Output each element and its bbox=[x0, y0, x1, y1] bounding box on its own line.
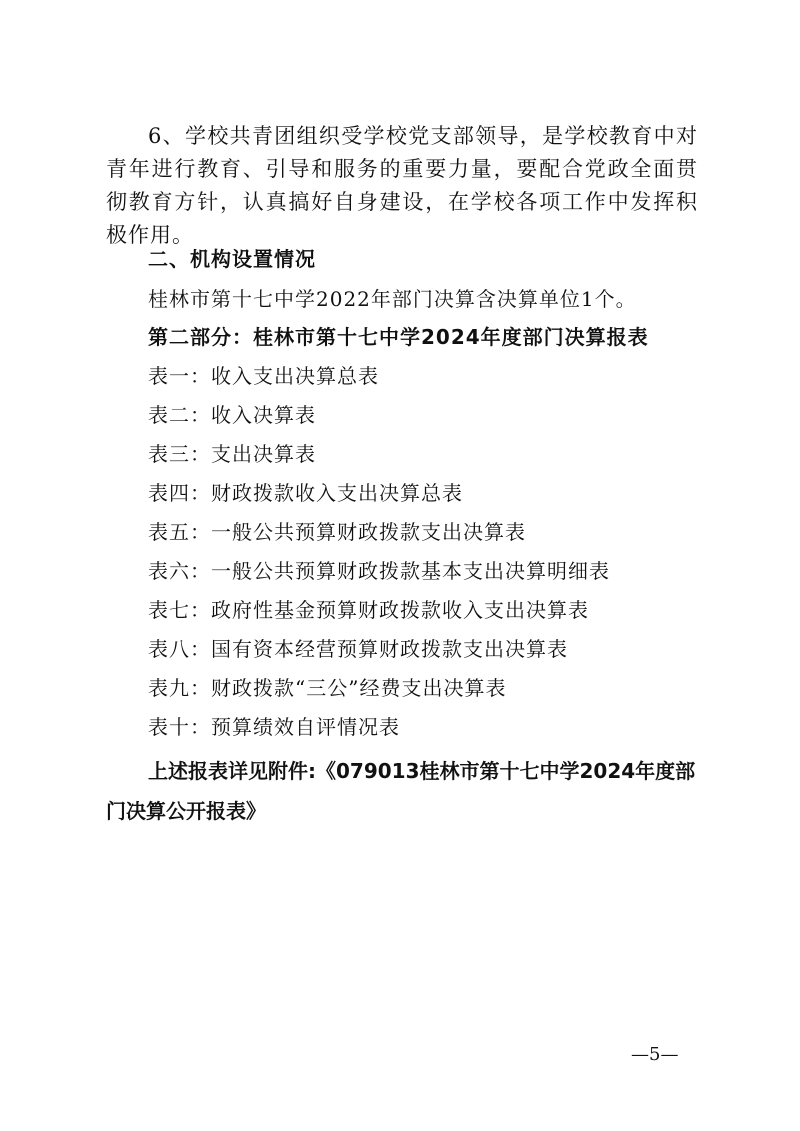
closing-note: 上述报表详见附件:《079013桂林市第十七中学2024年度部门决算公开报表》 bbox=[106, 759, 696, 823]
section-2-text: 桂林市第十七中学2022年部门决算含决算单位1个。 bbox=[148, 287, 637, 311]
paragraph-6: 6、学校共青团组织受学校党支部领导，是学校教育中对青年进行教育、引导和服务的重要力量，要配合党政全面贯彻教育方针，认真搞好自身建设，在学校各项工作中发挥积极作用。 bbox=[106, 124, 698, 247]
table-item-9: 表九：财政拨款“三公”经费支出决算表 bbox=[148, 676, 507, 700]
section-2-heading: 二、机构设置情况 bbox=[148, 247, 316, 271]
part-2-heading: 第二部分：桂林市第十七中学2024年度部门决算报表 bbox=[148, 325, 649, 349]
table-item-7: 表七：政府性基金预算财政拨款收入支出决算表 bbox=[148, 598, 589, 622]
page-number: —5— bbox=[631, 1044, 679, 1065]
table-item-6: 表六：一般公共预算财政拨款基本支出决算明细表 bbox=[148, 559, 610, 583]
table-item-3: 表三：支出决算表 bbox=[148, 442, 316, 466]
table-item-2: 表二：收入决算表 bbox=[148, 403, 316, 427]
table-item-10: 表十：预算绩效自评情况表 bbox=[148, 715, 400, 739]
table-item-5: 表五：一般公共预算财政拨款支出决算表 bbox=[148, 520, 526, 544]
table-item-1: 表一：收入支出决算总表 bbox=[148, 364, 379, 388]
table-item-4: 表四：财政拨款收入支出决算总表 bbox=[148, 481, 463, 505]
table-item-8: 表八：国有资本经营预算财政拨款支出决算表 bbox=[148, 637, 568, 661]
